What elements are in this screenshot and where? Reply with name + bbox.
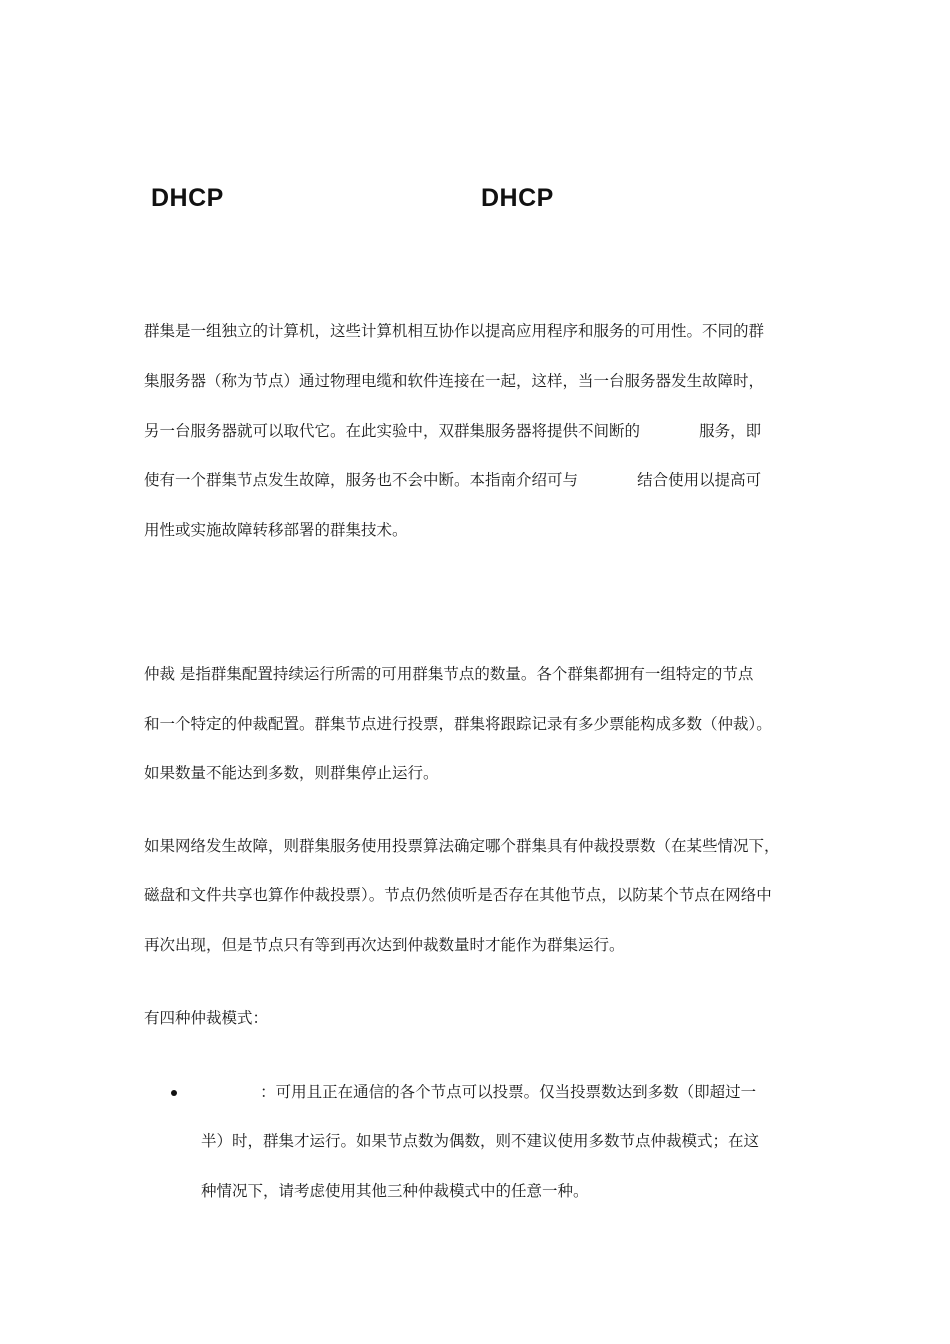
p1-line-1: 群集是一组独立的计算机，这些计算机相互协作以提高应用程序和服务的可用性。不同的群: [144, 322, 765, 340]
title-right: DHCP: [481, 184, 554, 212]
p1-line-2: 集服务器（称为节点）通过物理电缆和软件连接在一起，这样，当一台服务器发生故障时，: [144, 372, 765, 390]
p2-line-1: 仲裁 是指群集配置持续运行所需的可用群集节点的数量。各个群集都拥有一组特定的节点: [144, 665, 754, 683]
p3-line-2: 磁盘和文件共享也算作仲裁投票）。节点仍然侦听是否存在其他节点，以防某个节点在网络中: [144, 886, 772, 904]
p1-line-3: 另一台服务器就可以取代它。在此实验中，双群集服务器将提供不间断的 服务，即: [144, 422, 762, 440]
p4-line-1: 有四种仲裁模式：: [144, 1009, 269, 1027]
p2-line-3: 如果数量不能达到多数，则群集停止运行。: [144, 764, 439, 782]
p3-line-3: 再次出现，但是节点只有等到再次达到仲裁数量时才能作为群集运行。: [144, 936, 625, 954]
title-left: DHCP: [151, 184, 224, 212]
bullet1-line-2: 半）时，群集才运行。如果节点数为偶数，则不建议使用多数节点仲裁模式；在这: [201, 1132, 760, 1150]
p3-line-1: 如果网络发生故障，则群集服务使用投票算法确定哪个群集具有仲裁投票数（在某些情况下，: [144, 837, 780, 855]
p1-line-5: 用性或实施故障转移部署的群集技术。: [144, 521, 408, 539]
bullet1-line-1: ：可用且正在通信的各个节点可以投票。仅当投票数达到多数（即超过一: [201, 1083, 757, 1101]
p2-line-2: 和一个特定的仲裁配置。群集节点进行投票，群集将跟踪记录有多少票能构成多数（仲裁）。: [144, 715, 772, 733]
p1-line-4: 使有一个群集节点发生故障，服务也不会中断。本指南介绍可与 结合使用以提高可: [144, 471, 762, 489]
bullet1-line-3: 种情况下，请考虑使用其他三种仲裁模式中的任意一种。: [201, 1182, 589, 1200]
bullet-dot-icon: [171, 1090, 177, 1096]
